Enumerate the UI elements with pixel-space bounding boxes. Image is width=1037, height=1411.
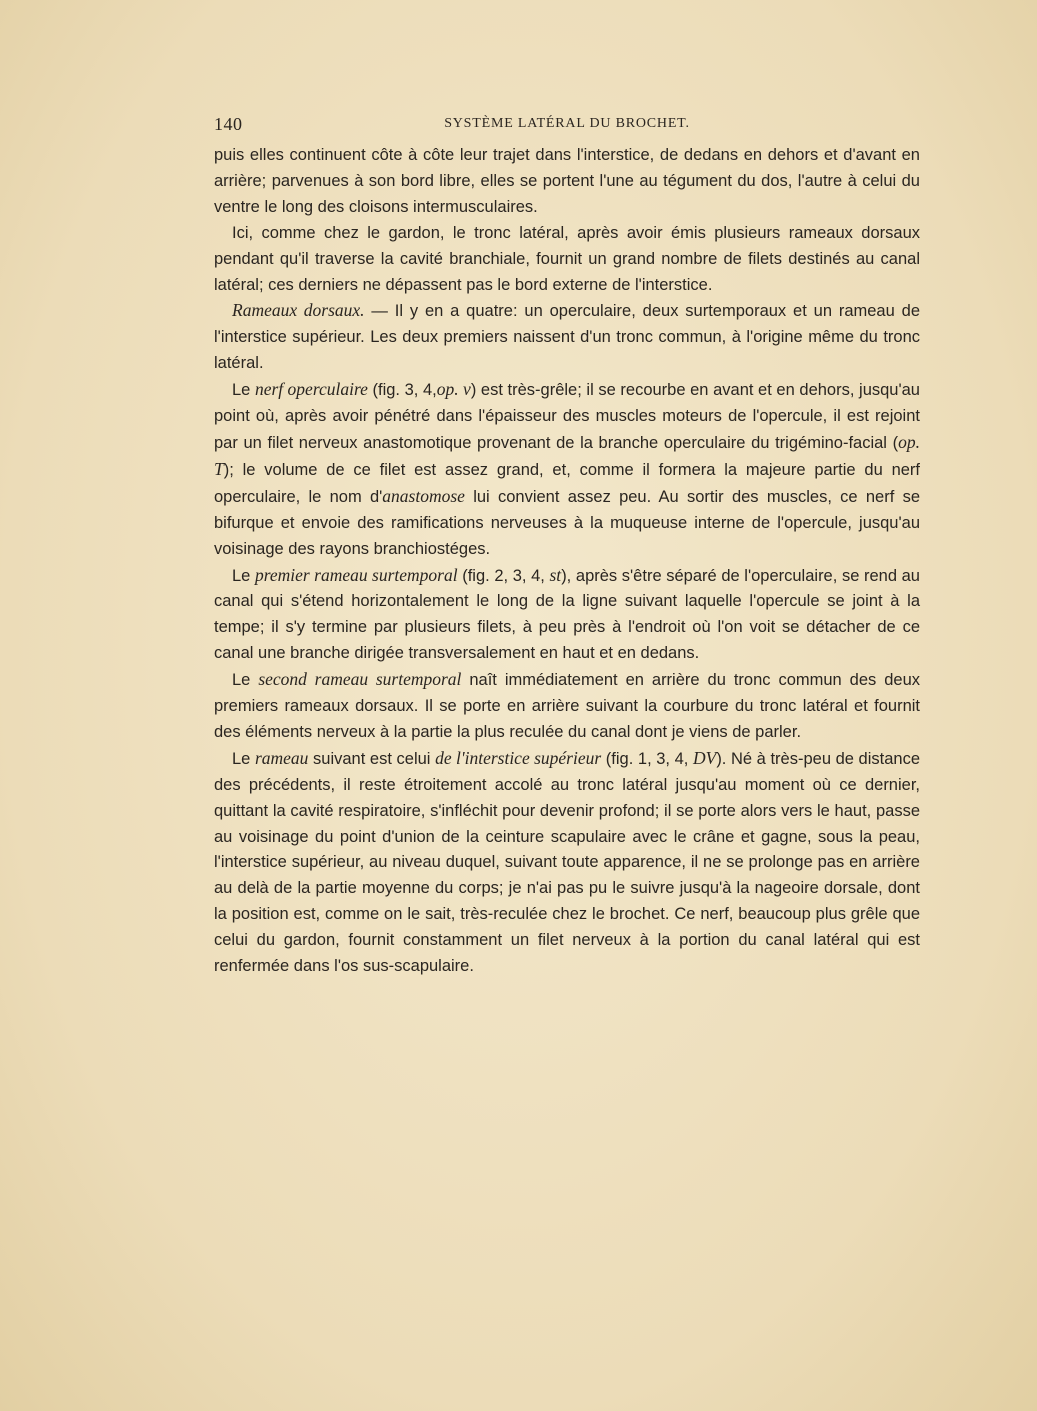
paragraph — [214, 746, 920, 980]
italic-run: st — [549, 564, 562, 585]
page-number: 140 — [214, 114, 243, 134]
text-run: ), après s'être séparé de l'operculaire, se rend au canal qui s'étend horizontalement le long de la ligne suivant laquelle l'opercule se joint à la tempe; il s'y termine par plusieurs filets, à peu près à l'endroit où l'on voit se détacher de ce canal une branche dirigée transversalement en haut et en dedans. — [214, 566, 920, 663]
body-text — [214, 143, 920, 980]
text-run: Ici, comme chez le gardon, le tronc latéral, après avoir émis plusieurs rameaux dorsaux pendant qu'il traverse la cavité branchiale, fournit un grand nombre de filets destinés au canal latéral; ces derniers ne dépassent pas le bord externe de l'interstice. — [214, 223, 920, 294]
running-title: SYSTÈME LATÉRAL DU BROCHET. — [444, 116, 690, 131]
paragraph — [214, 563, 920, 668]
italic-run: anastomose — [382, 485, 465, 506]
text-run: (fig. 3, 4, — [367, 381, 437, 400]
paragraph — [214, 298, 920, 377]
paragraph — [214, 667, 920, 746]
paragraph — [214, 377, 920, 562]
text-run: — Il y en a quatre: un operculaire, deux surtemporaux et un rameau de l'interstice supérieur. Les deux premiers naissent d'un tronc commun, à l'origine même du tronc latéral. — [214, 302, 920, 373]
italic-run: de l'interstice supérieur — [435, 747, 602, 768]
text-run: (fig. 1, 3, 4, — [601, 749, 693, 768]
page-header — [214, 114, 920, 138]
italic-run: op. T — [214, 431, 920, 479]
italic-run: Rameaux dorsaux. — [232, 300, 365, 321]
paragraph — [214, 143, 920, 221]
text-run: puis elles continuent côte à côte leur trajet dans l'interstice, de dedans en dehors et d'avant en arrière; parvenues à son bord libre, elles se portent l'une au tégument du dos, l'autre à celui du ventre le long des cloisons intermusculaires. — [214, 146, 920, 216]
text-run: (fig. 2, 3, 4, — [457, 566, 550, 585]
italic-run: nerf operculaire — [254, 379, 368, 400]
text-run: Le — [232, 749, 255, 768]
italic-run: rameau — [254, 747, 309, 768]
italic-run: DV — [692, 747, 717, 768]
text-run: ) est très-grêle; il se recourbe en avant et en dehors, jusqu'au point où, après avoir pénétré dans l'épaisseur des muscles moteurs de l'opercule, il est rejoint par un filet nerveux anastomotique provenant de la branche operculaire du trigémino-facial ( — [214, 381, 920, 452]
italic-run: premier rameau surtemporal — [254, 564, 458, 585]
text-run: lui convient assez peu. Au sortir des muscles, ce nerf se bifurque et envoie des ramifications nerveuses à la muqueuse interne de l'opercule, jusqu'au voisinage des rayons branchiostéges. — [214, 487, 921, 558]
italic-run: second rameau surtemporal — [258, 669, 462, 690]
text-run: Le — [232, 671, 259, 690]
text-run: suivant est celui — [308, 749, 436, 768]
text-run: Le — [232, 381, 255, 400]
text-run: naît immédiatement en arrière du tronc commun des deux premiers rameaux dorsaux. Il se porte en arrière suivant la courbure du tronc latéral et fournit des éléments nerveux à la partie la plus reculée du canal dont je viens de parler. — [214, 671, 921, 741]
paragraph — [214, 221, 920, 299]
text-run: Le — [232, 566, 255, 585]
italic-run: op. v — [436, 379, 471, 400]
text-run: ). Né à très-peu de distance des précédents, il reste étroitement accolé au tronc latéral jusqu'au moment où ce dernier, quittant la cavité respiratoire, s'infléchit pour devenir profond; il se porte alors vers le haut, passe au voisinage du point d'union de la ceinture scapulaire avec le crâne et gagne, sous la peau, l'interstice supérieur, au niveau duquel, suivant toute apparence, il ne se prolonge pas en arrière au delà de la partie moyenne du corps; je n'ai pas pu le suivre jusqu'à la nageoire dorsale, dont la position est, comme on le sait, très-reculée chez le brochet. Ce nerf, beaucoup plus grêle que celui du gardon, fournit constamment un filet nerveux à la portion du canal latéral qui est renfermée dans l'os sus-scapulaire. — [214, 749, 921, 976]
text-run: ); le volume de ce filet est assez grand, et, comme il formera la majeure partie du nerf operculaire, le nom d' — [214, 460, 920, 506]
